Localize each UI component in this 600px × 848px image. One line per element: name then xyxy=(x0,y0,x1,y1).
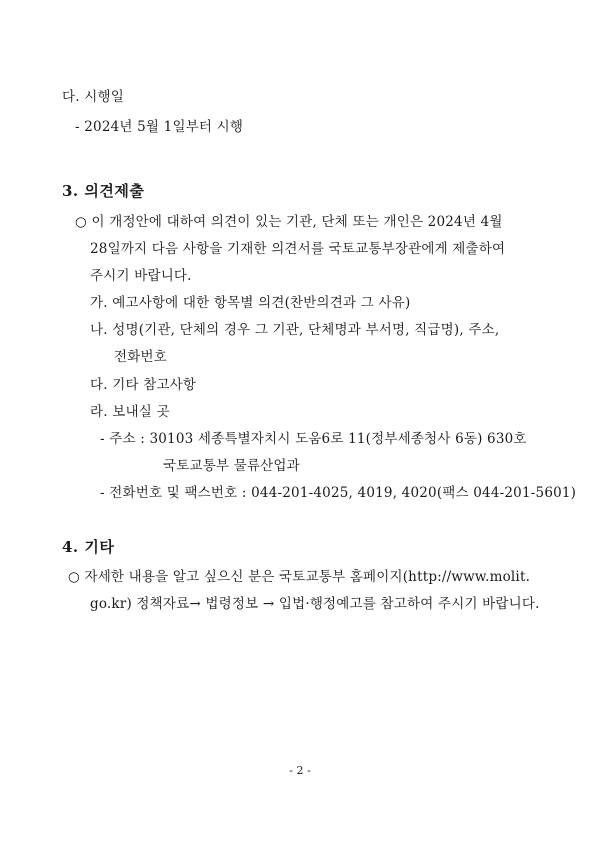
section-3-item-na-line-2: 전화번호 xyxy=(114,349,167,365)
section-4-heading: 4. 기타 xyxy=(62,538,115,556)
effective-date-item: - 2024년 5월 1일부터 시행 xyxy=(75,119,244,135)
section-3-intro-line-2: 28일까지 다음 사항을 기재한 의견서를 국토교통부장관에게 제출하여 xyxy=(90,241,506,257)
section-3-item-na-line-1: 나. 성명(기관, 단체의 경우 그 기관, 단체명과 부서명, 직급명), 주소, xyxy=(90,322,500,338)
section-3-item-da: 다. 기타 참고사항 xyxy=(90,377,197,393)
page-number: - 2 - xyxy=(289,764,311,777)
section-4-line-1: ○ 자세한 내용을 알고 싶으신 분은 국토교통부 홈페이지(http://www.molit. xyxy=(68,569,531,585)
phone-fax-line: - 전화번호 및 팩스번호 : 044-201-4025, 4019, 4020(팩스 044-201-5601) xyxy=(100,485,577,501)
section-3-heading: 3. 의견제출 xyxy=(62,182,145,200)
section-3-item-ga: 가. 예고사항에 대한 항목별 의견(찬반의견과 그 사유) xyxy=(90,295,411,311)
section-3-intro-line-3: 주시기 바랍니다. xyxy=(90,268,192,284)
section-3-intro-line-1: ○ 이 개정안에 대하여 의견이 있는 기관, 단체 또는 개인은 2024년 4월 xyxy=(75,214,503,230)
address-line-2: 국토교통부 물류산업과 xyxy=(163,458,300,474)
section-3-item-ra: 라. 보내실 곳 xyxy=(90,404,170,420)
section-4-line-2: go.kr) 정책자료→ 법령정보 → 입법·행정예고를 참고하여 주시기 바랍니다. xyxy=(90,596,540,612)
address-line-1: - 주소 : 30103 세종특별자치시 도움6로 11(정부세종청사 6동) 630호 xyxy=(100,431,527,447)
effective-date-label: 다. 시행일 xyxy=(62,89,124,105)
